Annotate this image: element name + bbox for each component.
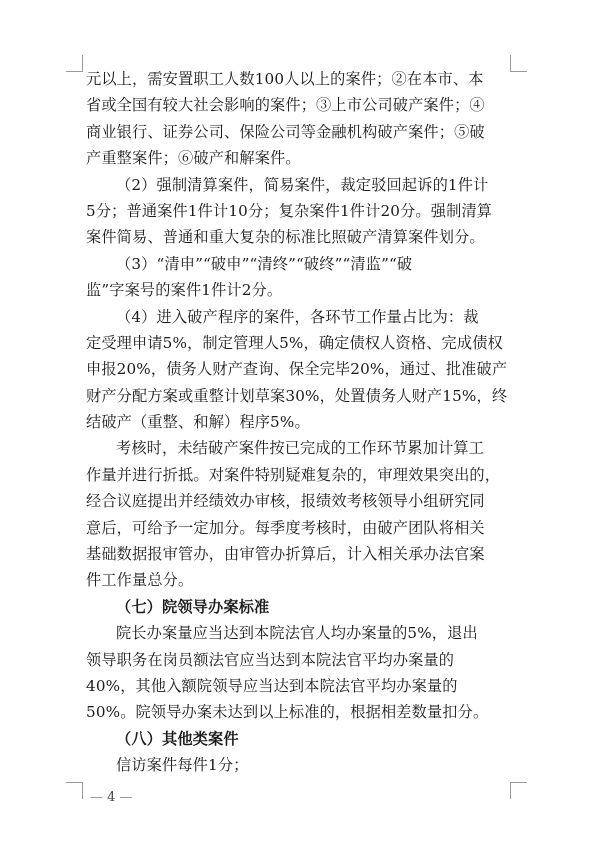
text-line: 经合议庭提出并经绩效办审核，报绩效考核领导小组研究同 [86,492,485,511]
text-line: （2）强制清算案件，简易案件，裁定驳回起诉的1件计 [116,175,489,194]
text-line: 信访案件每件1分； [116,756,249,775]
text-line: 省或全国有较大社会影响的案件；③上市公司破产案件；④ [86,96,485,115]
crop-mark-bottom-right [510,782,527,799]
dash-right: — [115,790,133,805]
text-line: 定受理申请5%，制定管理人5%，确定债权人资格、完成债权 [86,333,503,352]
text-line: 监”字案号的案件1件计2分。 [86,281,283,300]
text-line: 申报20%，债务人财产查询、保全完毕20%，通过、批准破产 [86,360,508,379]
text-line: 元以上，需安置职工人数100人以上的案件；②在本市、本 [86,70,484,88]
text-line: （4）进入破产程序的案件，各环节工作量占比为：裁 [116,307,479,326]
text-line: 40%，其他入额院领导应当达到本院法官平均办案量的 [86,676,458,695]
section-heading: （七）院领导办案标准 [116,597,270,616]
page-number: 4 [107,790,116,805]
text-line: 50%。院领导办案未达到以上标准的，根据相差数量扣分。 [86,703,489,722]
text-line: 5分；普通案件1件计10分；复杂案件1件计20分。强制清算 [86,201,493,220]
text-line: 商业银行、证券公司、保险公司等金融机构破产案件；⑤破 [86,122,485,141]
text-line: 案件简易、普通和重大复杂的标准比照破产清算案件划分。 [86,228,485,247]
body-text [86,66,520,779]
text-line: 意后，可给予一定加分。每季度考核时，由破产团队将相关 [86,518,485,537]
text-line: 产重整案件；⑥破产和解案件。 [86,149,301,168]
text-line: 结破产（重整、和解）程序5%。 [86,413,310,432]
text-line: 基础数据报审管办，由审管办折算后，计入相关承办法官案 [86,545,485,564]
text-line: 件工作量总分。 [86,571,194,590]
section-heading: （八）其他类案件 [116,729,239,748]
crop-mark-top-left [66,55,83,72]
crop-mark-bottom-left [66,782,83,799]
text-line: 领导职务在岗员额法官应当达到本院法官平均办案量的 [86,650,455,669]
text-line: （3）“清申”“破申”“清终”“破终”“清监”“破 [116,254,413,273]
dash-left: — [90,790,108,805]
text-line: 院长办案量应当达到本院法官人均办案量的5%，退出 [116,624,478,643]
text-line: 考核时，未结破产案件按已完成的工作环节累加计算工 [116,439,485,458]
text-line: 作量并进行折抵。对案件特别疑难复杂的，审理效果突出的， [86,465,501,484]
text-line: 财产分配方案或重整计划草案30%，处置债务人财产15%，终 [86,386,508,405]
page-number-footer [90,790,133,805]
